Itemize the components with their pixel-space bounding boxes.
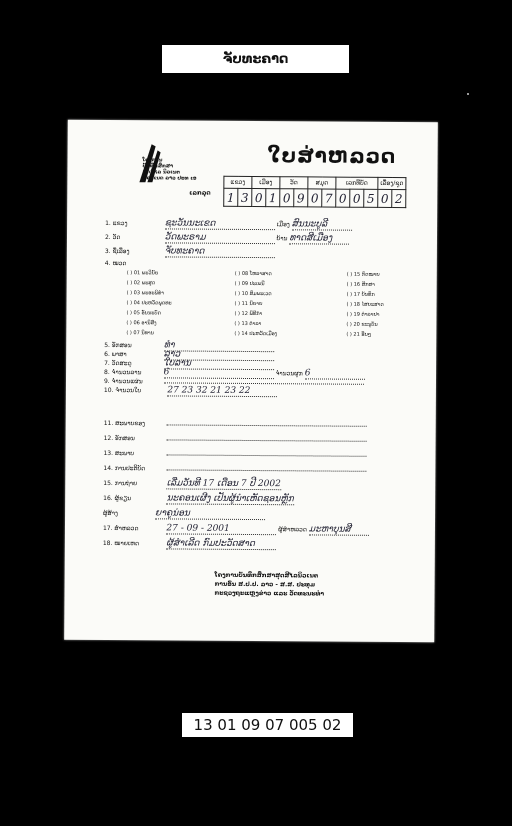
- row-number: 6.: [104, 350, 112, 359]
- code-header: ເມືອງ: [252, 177, 280, 189]
- code-digit: 1: [224, 188, 238, 206]
- form-footer: [214, 571, 324, 599]
- row-value: ຜູ້ສຳເລີດ ກົມປະວັດສາດ: [166, 538, 276, 550]
- category-option: ( ) 20 ຂະນຸບັນ: [346, 321, 378, 328]
- section-4-heading: 4. ໝວດ: [104, 259, 127, 268]
- code-digit: 9: [294, 189, 308, 207]
- row-value: 27 - 09 - 2001: [166, 523, 276, 535]
- row-blank: [167, 433, 367, 441]
- category-option: ( ) 06 ອານິສົງ: [126, 320, 157, 327]
- row-label: ໝາຍເຫດ: [114, 540, 140, 548]
- category-option: ( ) 01 ພະວິນັຍ: [126, 270, 159, 277]
- row-number: 10.: [103, 386, 116, 395]
- category-option: ( ) 21 ອື່ນໆ: [346, 331, 372, 338]
- code-header: ເລກທີບັດ: [336, 177, 378, 189]
- row-value: ໃບລານ: [164, 358, 274, 370]
- code-digit: 3: [238, 188, 252, 206]
- category-option: ( ) 14 ປະຫວັດເມືອງ: [234, 330, 278, 338]
- row-value: 27 23 32 21 23 22: [167, 385, 277, 397]
- row-blank: [167, 418, 367, 426]
- code-digit: 0: [350, 189, 364, 207]
- code-header: ເລື່ອງ/ຊຸດ: [378, 177, 406, 189]
- row-number: 14.: [103, 464, 115, 473]
- row-label: ການຖ່າຍ: [114, 480, 138, 488]
- document-title-label: ຈັບທະຄາດ: [162, 45, 349, 73]
- category-option: ( ) 05 ອັນນະບົດ: [126, 310, 161, 317]
- code-header: ວັດ: [280, 177, 308, 189]
- form-title: ໃບສ່າຫລວດ: [267, 143, 397, 169]
- row-label-2: ຈຳນວນຜູກ: [273, 370, 305, 378]
- row-blank: [164, 376, 364, 384]
- row-label: ການປະຕິບັດ: [114, 465, 146, 473]
- category-option: ( ) 11 ນິຍາຍ: [234, 300, 263, 308]
- organization-line: ສຸດສີໄລ ນິວເນຕ: [142, 169, 180, 176]
- row-label: ວັດສະດຸ: [111, 360, 132, 368]
- code-label: ເລກລຸດ: [189, 189, 211, 197]
- survey-form-sheet: [64, 120, 438, 643]
- document-id-label: 13 01 09 07 005 02: [182, 713, 353, 737]
- row-label: ອັກສອນ: [111, 342, 132, 350]
- row-value-2: ທາດສີເມືອງ: [289, 233, 349, 244]
- form-row: [103, 478, 281, 490]
- row-label-2: ເມືອງ: [274, 221, 292, 229]
- row-number: 2.: [104, 233, 113, 242]
- row-number: 7.: [104, 359, 112, 368]
- organization-line: ບັນທຶກສຶກສາ: [142, 163, 174, 170]
- code-digit: 2: [392, 189, 406, 207]
- category-option: ( ) 15 ກົດໝາຍ: [346, 271, 380, 278]
- row-label-2: ບ້ານ: [274, 235, 290, 243]
- form-row: [105, 218, 352, 231]
- form-row: [104, 418, 368, 429]
- footer-line: ໂຄງການບັນທຶກສຶກສາສຸດສີໄລນິວເນຕ: [214, 571, 319, 580]
- row-label: ຜູ້ຂຽນ: [114, 495, 132, 503]
- row-value: ຈັບທະຄາດ: [165, 246, 275, 258]
- footer-line: ການອົນ ສ.ປ.ປ. ລາວ - ສ.ສ. ປະທຸມ: [214, 580, 316, 589]
- row-value-2: 6: [305, 368, 365, 379]
- form-row: [104, 433, 368, 444]
- row-value: ທຳ: [164, 340, 274, 352]
- row-label: ຈຳນວນໃບ: [115, 387, 142, 395]
- form-row: [103, 508, 265, 520]
- row-label: ສຳຫລວດ: [114, 525, 139, 533]
- row-number: 15.: [103, 479, 115, 488]
- category-option: ( ) 16 ສິກສາ: [346, 281, 375, 288]
- footer-line: ກະຊວງຖະແຫຼງຂ່າວ ແລະ ວັດທະນະທຳ: [214, 589, 325, 598]
- category-option: ( ) 13 ຕຳລາ: [234, 320, 262, 328]
- code-header: ສມຸດ: [308, 177, 336, 189]
- code-grid: [223, 176, 406, 208]
- row-number: 12.: [103, 434, 116, 443]
- row-number: 5.: [104, 341, 112, 350]
- row-value: 6: [164, 367, 274, 379]
- category-option: ( ) 02 ພະສູດ: [126, 280, 156, 287]
- row-number: 3.: [104, 247, 113, 256]
- form-row: [103, 448, 367, 459]
- row-number: 1.: [105, 219, 113, 228]
- row-value: ຍາຄູນ່ອນ: [155, 508, 265, 520]
- row-value: ລາວ: [164, 349, 274, 361]
- row-label: ແຂວງ: [112, 220, 128, 228]
- code-digit: 0: [308, 189, 322, 207]
- row-number: 13.: [103, 449, 115, 458]
- category-option: ( ) 17 ບັນທຶກ: [346, 291, 375, 298]
- row-label-2: ຜູ້ສຳຫລວດ: [276, 526, 309, 534]
- form-row: [103, 463, 367, 474]
- category-option: ( ) 18 ໄສຍະສາດ: [346, 301, 384, 308]
- form-row: [103, 538, 277, 550]
- category-option: ( ) 19 ຕຳລາຢາ: [346, 311, 380, 318]
- code-digit: 1: [266, 189, 280, 207]
- category-option: ( ) 12 ພິທີກຳ: [234, 310, 263, 318]
- speck: [467, 93, 469, 95]
- row-value: ວັດພະຣາມ: [165, 232, 275, 244]
- organization-line: ສຄະເນດ ລາວ ປະທ ເອ: [142, 175, 197, 182]
- organization-line: ໂຄງການ: [142, 157, 163, 164]
- section-4-label: ໝວດ: [112, 260, 127, 268]
- row-label: ຈຳນວນແຜ່ນ: [111, 378, 143, 386]
- row-value: ນະຄອນເຜີງ ເປັນຜູ້ນຳເຫັດຊອນຫຼັກ: [166, 493, 294, 505]
- row-value-2: ມະຫາບຸນສີ: [309, 524, 369, 535]
- row-value-2: ສົນນະບູລີ: [292, 219, 352, 230]
- row-blank: [167, 448, 367, 456]
- form-row: [105, 232, 349, 245]
- row-number: 11.: [103, 419, 116, 428]
- code-digit: 7: [322, 189, 336, 207]
- row-label: ຊື່ເລື່ອງ: [112, 248, 130, 256]
- row-blank: [167, 463, 367, 471]
- row-number: 8.: [104, 368, 112, 377]
- row-label: ຈຳນວນລານ: [111, 369, 142, 377]
- row-number: 9.: [103, 377, 112, 386]
- row-value: ຊະວັນນະເຂດ: [165, 218, 275, 230]
- code-digit: 0: [378, 189, 392, 207]
- row-label: ຜູ້ສ້າງ: [103, 509, 118, 518]
- row-number: 16.: [103, 494, 115, 503]
- code-header: ແຂວງ: [224, 176, 252, 188]
- row-value: ເລີ່ມວັນທີ 17 ເດືອນ 7 ປີ 2002: [166, 478, 281, 490]
- category-option: ( ) 09 ປະເພນີ: [234, 280, 265, 288]
- row-number: 18.: [102, 539, 115, 548]
- code-digit: 0: [252, 189, 266, 207]
- row-label: ວັດ: [112, 234, 121, 242]
- form-row: [105, 246, 275, 258]
- code-digit: 0: [280, 189, 294, 207]
- category-option: ( ) 10 ສົມພະເວດ: [234, 290, 272, 298]
- row-label: ອັກສອນ: [115, 435, 135, 443]
- code-digit: 5: [364, 189, 378, 207]
- row-label: ສະພາບ: [114, 450, 135, 458]
- category-option: ( ) 03 ພະອະພິທຳ: [126, 290, 164, 297]
- row-label: ພາສາ: [111, 351, 127, 359]
- category-option: ( ) 08 ໂຫລາສາດ: [234, 270, 272, 278]
- form-row: [103, 493, 294, 505]
- code-digit: 0: [336, 189, 350, 207]
- organization-name: [142, 157, 196, 181]
- row-label: ສະພາບຂອງ: [115, 420, 146, 428]
- category-option: ( ) 04 ປະຫວັດພຸດທະ: [126, 300, 172, 307]
- category-option: ( ) 07 ນິທານ: [126, 330, 154, 337]
- form-row: [103, 523, 369, 536]
- row-number: 17.: [102, 524, 115, 533]
- form-row: [104, 385, 278, 397]
